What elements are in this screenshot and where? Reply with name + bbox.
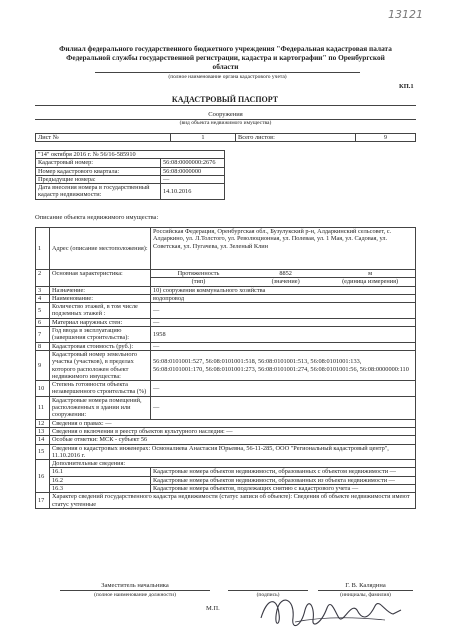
org-underline — [95, 72, 360, 73]
sheet-table — [35, 133, 416, 142]
row-label: Кадастровые номера помещений, расположенных в здании или сооружении: — [50, 396, 151, 419]
caption-type: (тип) — [191, 278, 206, 286]
sub-row-text: Кадастровые номера объектов, подлежащих снятию с кадастрового учета — — [151, 485, 416, 493]
stamp-label: М.П. — [206, 605, 220, 612]
row-text-rights: Сведения о правах: — — [50, 419, 416, 427]
org-line-1: Филиал федерального государственного бюджетного учреждения "Федеральная кадастровая палата — [59, 44, 392, 53]
row-label: Материал наружных стен: — [50, 318, 151, 326]
row-number: 13 — [36, 427, 50, 435]
info-value: 56:08:0000000 — [161, 167, 225, 175]
info-label: Дата внесения номера в государственный кадастр недвижимости: — [36, 184, 161, 200]
row-label-characteristic: Основная характеристика: — [50, 270, 151, 287]
signature-caption: (подпись) — [256, 592, 280, 598]
row-number: 5 — [36, 303, 50, 319]
row-value: 1958 — [151, 327, 416, 343]
info-value: 14.10.2016 — [161, 184, 225, 200]
sub-row-number: 16.1 — [50, 468, 151, 476]
row-number: 15 — [36, 444, 50, 460]
form-code: КП.1 — [399, 83, 414, 90]
characteristic-type: Протяженность — [151, 270, 246, 278]
row-label: Наименование: — [50, 294, 151, 302]
sub-row-number: 16.2 — [50, 476, 151, 484]
info-label: Номер кадастрового квартала: — [36, 167, 161, 175]
row-number: 9 — [36, 350, 50, 380]
row-number: 10 — [36, 381, 50, 397]
row-number: 14 — [36, 436, 50, 444]
row-text-engineers: Сведения о кадастровых инженерах: Осмоналиева Анастасия Юрьевна, 56-11-285, ООО "Региональный кадастровый центр", 11.10.2016 г. — [50, 444, 416, 460]
row-value: — — [151, 318, 416, 326]
row-number: 16 — [36, 460, 50, 493]
characteristic-value: 8852 — [246, 270, 325, 278]
row-value: — — [151, 381, 416, 397]
row-number: 1 — [36, 228, 50, 270]
info-value: 56:08:0000000:2676 — [161, 159, 225, 167]
row-label-address: Адрес (описание местоположения): — [50, 228, 151, 270]
handwritten-signature — [255, 588, 405, 636]
caption-unit: (единица измерения) — [342, 278, 399, 286]
row-label: Назначение: — [50, 286, 151, 294]
row-value: — — [151, 342, 416, 350]
characteristic-table — [151, 270, 415, 286]
row-label: Год ввода в эксплуатацию (завершения строительства): — [50, 327, 151, 343]
row-value-address: Российская Федерация, Оренбургская обл., Бузулукский р-н, Алдаркинский сельсовет, с. Алдаркино, ул. Л.Толстого, ул. Революционная, ул. Полевая, ул. 1 Мая, ул. Садовая, ул. Советская, ул. Пугачева, ул. Зеленый Клин — [151, 228, 416, 270]
signer-name: Г. В. Каляднна — [345, 582, 386, 589]
sheet-number: 1 — [171, 134, 236, 142]
handwritten-number: 13121 — [388, 8, 423, 21]
info-label: Предыдущие номера: — [36, 175, 161, 183]
row-value: 10) сооружения коммунального хозяйства — [151, 286, 416, 294]
total-sheets: 9 — [356, 134, 416, 142]
characteristic-cell — [151, 270, 416, 287]
row-number: 12 — [36, 419, 50, 427]
description-heading: Описание объекта недвижимого имущества: — [35, 214, 159, 221]
row-number: 3 — [36, 286, 50, 294]
org-line-3: области — [212, 62, 239, 71]
org-caption: (полное наименование органа кадастрового учета) — [168, 74, 287, 80]
row-text-heritage: Сведения о включении в реестр объектов культурного наследия: — — [50, 427, 416, 435]
total-sheets-label: Всего листов: — [236, 134, 356, 142]
sheet-label: Лист № — [36, 134, 171, 142]
position-underline — [60, 590, 210, 591]
title-underline — [35, 105, 416, 106]
sub-row-text: Кадастровые номера объектов недвижимости, образованных с объектом недвижимости — — [151, 468, 416, 476]
sub-row-number: 16.3 — [50, 485, 151, 493]
info-table — [35, 150, 225, 200]
row-text-additional: Дополнительные сведения: — [50, 460, 416, 468]
row-text-special-notes: Особые отметки: МСК - субъект 56 — [50, 436, 416, 444]
row-label: Кадастровый номер земельного участка (участков), в пределах которого расположен объект недвижимого имущества: — [50, 350, 151, 380]
row-label: Степень готовности объекта незавершенного строительства (%) — [50, 381, 151, 397]
row-number: 8 — [36, 342, 50, 350]
row-label: Количество этажей, в том числе подземных этажей : — [50, 303, 151, 319]
org-line-2: Федеральной службы государственной регистрации, кадастра и картографии" по Оренбургской — [66, 53, 385, 62]
characteristic-unit: м — [325, 270, 415, 278]
row-value: водопровод — [151, 294, 416, 302]
row-number: 17 — [36, 493, 50, 509]
signer-position: Заместитель начальника — [101, 582, 169, 589]
position-caption: (полное наименование должности) — [94, 592, 176, 598]
row-number: 4 — [36, 294, 50, 302]
row-value: — — [151, 303, 416, 319]
row-label: Кадастровая стоимость (руб.): — [50, 342, 151, 350]
row-number: 2 — [36, 270, 50, 287]
object-type: Сооружения — [208, 111, 243, 118]
row-number: 7 — [36, 327, 50, 343]
name-caption: (инициалы, фамилия) — [340, 592, 391, 598]
document-title: КАДАСТРОВЫЙ ПАСПОРТ — [171, 95, 279, 104]
caption-value: (значение) — [271, 278, 300, 286]
row-text-status: Характер сведений государственного кадастра недвижимости (статус записи об объекте): Сведения об объекте недвижимости имеют статус учтенные — [50, 493, 416, 509]
date-number-line: "14" октября 2016 г. № 56/16-585910 — [36, 151, 225, 159]
row-value-land-plots: 56:08:0101001:527, 56:08:0101001:518, 56:08:0101001:513, 56:08:0101001:133, 56:08:0101001:170, 56:08:0101001:273, 56:08:0101001:274, 56:08:0101001:56, 56:08:0000000:110 — [151, 350, 416, 380]
description-table — [35, 227, 416, 509]
info-label: Кадастровый номер: — [36, 159, 161, 167]
sub-row-text: Кадастровые номера объектов недвижимости, образованных из объекта недвижимости — — [151, 476, 416, 484]
row-number: 11 — [36, 396, 50, 419]
object-type-caption: (вид объекта недвижимого имущества) — [179, 120, 272, 126]
info-value: — — [161, 175, 225, 183]
row-value: — — [151, 396, 416, 419]
row-number: 6 — [36, 318, 50, 326]
org-name — [20, 44, 431, 71]
